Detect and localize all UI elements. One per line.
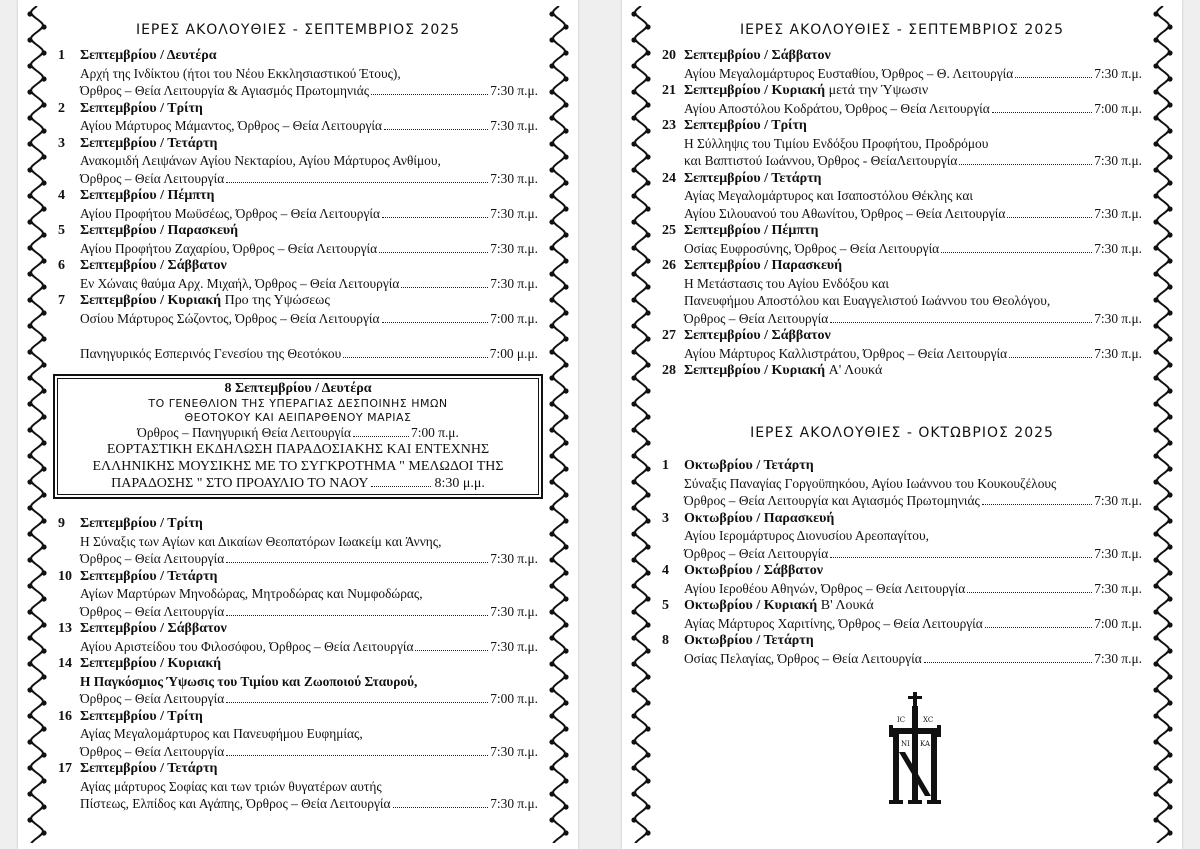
leader-dots bbox=[393, 807, 489, 808]
symbol-ni: NI bbox=[901, 740, 910, 748]
entry-month-weekday: Οκτωβρίου / Παρασκευή bbox=[684, 510, 835, 526]
entry-service-line bbox=[662, 650, 1142, 668]
entry-feast-line: Η Παγκόσμιος Ύψωσις του Τιμίου και Ζωοποιού Σταυρού, bbox=[80, 673, 418, 689]
entry-day-number: 23 bbox=[662, 118, 676, 133]
schedule-entry bbox=[58, 568, 538, 621]
entry-service-time: 7:30 π.μ. bbox=[490, 551, 538, 566]
entry-service-time: 7:30 π.μ. bbox=[490, 275, 538, 291]
entry-day-number: 16 bbox=[58, 708, 72, 724]
entry-month-weekday: Οκτωβρίου / Κυριακή bbox=[684, 598, 818, 613]
leader-dots bbox=[830, 557, 1092, 558]
entry-month-weekday: Σεπτεμβρίου / Τετάρτη bbox=[684, 170, 822, 186]
right-page bbox=[622, 0, 1182, 849]
entry-service-line bbox=[662, 152, 1142, 170]
entry-date-header bbox=[662, 327, 1142, 345]
entries-list-october bbox=[662, 457, 1142, 667]
entry-date-header bbox=[662, 597, 1142, 615]
entry-service-text: Αγίου Αριστείδου του Φιλοσόφου, Όρθρος – Θεία Λειτουργία bbox=[80, 638, 414, 654]
schedule-entry bbox=[662, 457, 1142, 510]
entry-month-weekday: Σεπτεμβρίου / Τρίτη bbox=[684, 118, 807, 133]
entry-header-note: Α' Λουκά bbox=[828, 363, 883, 378]
feast-service-text: Όρθρος – Πανηγυρική Θεία Λειτουργία bbox=[137, 425, 352, 440]
entry-date-header bbox=[58, 515, 538, 533]
leader-dots bbox=[1015, 77, 1092, 78]
schedule-entry bbox=[58, 47, 538, 100]
feast-event-time: 8:30 μ.μ. bbox=[434, 476, 485, 491]
entry-service-line bbox=[58, 310, 538, 328]
entry-day-number: 9 bbox=[58, 516, 65, 531]
entry-service-time: 7:30 π.μ. bbox=[490, 603, 538, 619]
leader-dots bbox=[226, 182, 488, 183]
entry-day-number: 26 bbox=[662, 258, 676, 273]
entry-service-line bbox=[58, 117, 538, 135]
vespers-line bbox=[58, 345, 538, 363]
schedule-entry bbox=[662, 632, 1142, 667]
entry-description-line: Ανακομιδή Λειψάνων Αγίου Νεκταρίου, Αγίου Μάρτυρος Ανθίμου, bbox=[80, 153, 441, 168]
entry-description-line: Η Μετάστασις του Αγίου Ενδόξου και bbox=[684, 275, 889, 291]
schedule-entry bbox=[58, 222, 538, 257]
entry-header-note: μετά την Ύψωσιν bbox=[828, 83, 929, 98]
entry-day-number: 1 bbox=[662, 458, 669, 473]
feast-event-line-1: ΕΟΡΤΑΣΤΙΚΗ ΕΚΔΗΛΩΣΗ ΠΑΡΑΔΟΣΙΑΚΗΣ ΚΑΙ ΕΝΤΕΧΝΗΣ bbox=[106, 442, 490, 457]
entry-service-time: 7:30 π.μ. bbox=[490, 205, 538, 221]
entry-day-number: 6 bbox=[58, 258, 65, 273]
entry-date-header bbox=[58, 187, 538, 205]
left-page bbox=[18, 0, 578, 849]
entry-month-weekday: Σεπτεμβρίου / Τετάρτη bbox=[80, 568, 218, 584]
entry-service-text: Εν Χώναις θαύμα Αρχ. Μιχαήλ, Όρθρος – Θεία Λειτουργία bbox=[80, 275, 400, 291]
leader-dots bbox=[830, 322, 1092, 323]
entry-service-line bbox=[58, 550, 538, 568]
entry-month-weekday: Σεπτεμβρίου / Σάββατον bbox=[684, 48, 831, 63]
leader-dots bbox=[226, 755, 488, 756]
entry-month-weekday: Οκτωβρίου / Τετάρτη bbox=[684, 633, 814, 648]
schedule-entry bbox=[58, 257, 538, 292]
ornamental-border-right bbox=[1152, 6, 1174, 843]
entry-service-time: 7:30 π.μ. bbox=[1094, 240, 1142, 256]
entry-description-line: Πανευφήμου Αποστόλου και Ευαγγελιστού Ιωάννου του Θεολόγου, bbox=[684, 293, 1051, 308]
entry-service-time: 7:30 π.μ. bbox=[490, 83, 538, 98]
entry-date-header bbox=[662, 117, 1142, 135]
entry-service-text: Αγίας Μάρτυρος Χαριτίνης, Όρθρος – Θεία Λειτουργία bbox=[684, 615, 983, 631]
entry-service-line bbox=[662, 240, 1142, 258]
entry-month-weekday: Σεπτεμβρίου / Δευτέρα bbox=[80, 48, 217, 63]
entry-month-weekday: Σεπτεμβρίου / Τρίτη bbox=[80, 516, 203, 531]
feast-event-text: ΠΑΡΑΔΟΣΗΣ " ΣΤΟ ΠΡΟΑΥΛΙΟ ΤΟ ΝΑΟΥ bbox=[111, 476, 369, 491]
entry-description-line: Αγίων Μαρτύρων Μηνοδώρας, Μητροδώρας και Νυμφοδώρας, bbox=[80, 586, 423, 601]
entry-service-line bbox=[662, 310, 1142, 328]
entry-month-weekday: Σεπτεμβρίου / Κυριακή bbox=[80, 656, 222, 671]
entry-month-weekday: Σεπτεμβρίου / Κυριακή bbox=[684, 83, 826, 98]
leader-dots bbox=[379, 252, 488, 253]
entry-description-line: Αγίας μάρτυρος Σοφίας και των τριών θυγατέρων αυτής bbox=[80, 778, 382, 794]
entry-service-text: Όρθρος – Θεία Λειτουργία bbox=[80, 551, 225, 566]
entry-month-weekday: Σεπτεμβρίου / Τετάρτη bbox=[80, 135, 218, 151]
schedule-entry bbox=[662, 82, 1142, 117]
entry-service-time: 7:30 π.μ. bbox=[490, 240, 538, 256]
entry-service-line bbox=[58, 690, 538, 708]
entry-day-number: 13 bbox=[58, 621, 72, 636]
entry-month-weekday: Σεπτεμβρίου / Σάββατον bbox=[80, 621, 227, 636]
entry-month-weekday: Σεπτεμβρίου / Πέμπτη bbox=[684, 223, 819, 238]
schedule-entry bbox=[58, 100, 538, 135]
leader-dots bbox=[382, 217, 488, 218]
entry-service-time: 7:00 π.μ. bbox=[1094, 615, 1142, 631]
entry-service-line bbox=[58, 603, 538, 621]
entry-header-note: Β' Λουκά bbox=[820, 598, 874, 613]
entry-day-number: 14 bbox=[58, 656, 72, 671]
entry-day-number: 3 bbox=[662, 510, 669, 526]
entry-service-line bbox=[58, 743, 538, 761]
entry-service-time: 7:30 π.μ. bbox=[1094, 310, 1142, 326]
leader-dots bbox=[371, 486, 431, 487]
entry-month-weekday: Οκτωβρίου / Σάββατον bbox=[684, 563, 823, 578]
feast-title-line-1: ΤΟ ΓΕΝΕΘΛΙΟΝ ΤΗΣ ΥΠΕΡΑΓΙΑΣ ΔΕΣΠΟΙΝΗΣ ΗΜΩΝ bbox=[148, 397, 448, 410]
entry-service-time: 7:30 π.μ. bbox=[1094, 65, 1142, 81]
entry-service-time: 7:30 π.μ. bbox=[1094, 493, 1142, 508]
leader-dots bbox=[985, 627, 1092, 628]
entry-service-text: Οσίας Πελαγίας, Όρθρος – Θεία Λειτουργία bbox=[684, 650, 922, 666]
leader-dots bbox=[371, 94, 488, 95]
schedule-entry bbox=[662, 222, 1142, 257]
entry-service-line bbox=[58, 240, 538, 258]
schedule-entry bbox=[662, 510, 1142, 563]
feast-event-line-2: ΕΛΛΗΝΙΚΗΣ ΜΟΥΣΙΚΗΣ ΜΕ ΤΟ ΣΥΓΚΡΟΤΗΜΑ " ΜΕΛΩΔΟΙ ΤΗΣ bbox=[92, 459, 504, 474]
entry-date-header bbox=[662, 82, 1142, 100]
entry-month-weekday: Σεπτεμβρίου / Τρίτη bbox=[80, 708, 203, 724]
entry-service-line bbox=[58, 638, 538, 656]
entry-service-line bbox=[662, 65, 1142, 83]
entry-service-line bbox=[58, 205, 538, 223]
entry-service-time: 7:00 π.μ. bbox=[490, 691, 538, 706]
entry-day-number: 4 bbox=[58, 188, 65, 203]
vespers-text: Πανηγυρικός Εσπερινός Γενεσίου της Θεοτόκου bbox=[80, 346, 342, 361]
leader-dots bbox=[382, 322, 489, 323]
entry-day-number: 2 bbox=[58, 100, 65, 116]
entry-day-number: 7 bbox=[58, 293, 65, 308]
entry-day-number: 25 bbox=[662, 223, 676, 238]
leader-dots bbox=[226, 702, 488, 703]
symbol-xc: XC bbox=[923, 716, 934, 724]
entry-description-line: Αγίας Μεγαλομάρτυρος και Ισαποστόλου Θέκλης και bbox=[684, 188, 974, 203]
entry-description-line: Σύναξις Παναγίας Γοργοϋπηκόου, Αγίου Ιωάννου του Κουκουζέλους bbox=[684, 475, 1057, 491]
entry-service-time: 7:30 π.μ. bbox=[1094, 650, 1142, 666]
entry-date-header bbox=[662, 170, 1142, 188]
leader-dots bbox=[982, 504, 1092, 505]
entry-month-weekday: Σεπτεμβρίου / Πέμπτη bbox=[80, 188, 215, 203]
entry-service-line bbox=[662, 580, 1142, 598]
entry-service-line bbox=[662, 205, 1142, 223]
page-title-september: ΙΕΡΕΣ ΑΚΟΛΟΥΘΙΕΣ - ΣΕΠΤΕΜΒΡΙΟΣ 2025 bbox=[135, 22, 461, 38]
entry-service-text: Όρθρος – Θεία Λειτουργία bbox=[80, 691, 225, 706]
entry-day-number: 27 bbox=[662, 328, 676, 343]
entry-service-text: Οσίου Μάρτυρος Σώζοντος, Όρθρος – Θεία Λειτουργία bbox=[80, 310, 380, 326]
entry-day-number: 17 bbox=[58, 761, 72, 776]
entry-service-time: 7:30 π.μ. bbox=[1094, 580, 1142, 596]
schedule-entry bbox=[662, 362, 1142, 380]
leader-dots bbox=[992, 112, 1092, 113]
entry-description-line: Αγίου Ιερομάρτυρος Διονυσίου Αρεοπαγίτου, bbox=[684, 528, 929, 543]
entries-list-september bbox=[662, 47, 1142, 380]
entry-service-time: 7:30 π.μ. bbox=[490, 743, 538, 759]
leader-dots bbox=[343, 357, 488, 358]
entry-date-header bbox=[58, 100, 538, 118]
entry-day-number: 8 bbox=[662, 633, 669, 648]
ornamental-border-right bbox=[548, 6, 570, 843]
leader-dots bbox=[924, 662, 1092, 663]
schedule-entry bbox=[58, 135, 538, 188]
entry-date-header bbox=[58, 760, 538, 778]
entry-date-header bbox=[662, 632, 1142, 650]
entry-service-text: Όρθρος – Θεία Λειτουργία & Αγιασμός Πρωτομηνιάς bbox=[80, 83, 370, 98]
leader-dots bbox=[226, 615, 488, 616]
ornamental-border-left bbox=[26, 6, 48, 843]
ornamental-border-left bbox=[630, 6, 652, 843]
entry-day-number: 4 bbox=[662, 563, 669, 578]
entries-list-top bbox=[58, 47, 538, 327]
entry-day-number: 5 bbox=[662, 598, 669, 613]
entry-service-text: Αγίου Μεγαλομάρτυρος Ευσταθίου, Όρθρος – Θ. Λειτουργία bbox=[684, 65, 1014, 81]
feast-service-line bbox=[62, 425, 534, 441]
schedule-entry bbox=[58, 708, 538, 761]
entry-day-number: 21 bbox=[662, 83, 676, 98]
entry-month-weekday: Σεπτεμβρίου / Τρίτη bbox=[80, 100, 203, 116]
entry-date-header bbox=[58, 222, 538, 240]
entry-service-time: 7:30 π.μ. bbox=[490, 170, 538, 186]
entry-day-number: 3 bbox=[58, 135, 65, 151]
schedule-entry bbox=[662, 597, 1142, 632]
entry-date-header bbox=[662, 257, 1142, 275]
entry-service-text: Αγίου Μάρτυρος Καλλιστράτου, Όρθρος – Θεία Λειτουργία bbox=[684, 345, 1008, 361]
schedule-entry bbox=[58, 760, 538, 813]
page-title-september-cont: ΙΕΡΕΣ ΑΚΟΛΟΥΘΙΕΣ - ΣΕΠΤΕΜΒΡΙΟΣ 2025 bbox=[739, 22, 1065, 38]
schedule-entry bbox=[662, 170, 1142, 223]
schedule-entry bbox=[662, 257, 1142, 327]
entry-date-header bbox=[58, 257, 538, 275]
schedule-entry bbox=[662, 117, 1142, 170]
entry-service-line bbox=[662, 492, 1142, 510]
entry-day-number: 1 bbox=[58, 48, 65, 63]
entry-service-text: Όρθρος – Θεία Λειτουργία bbox=[80, 743, 225, 759]
entry-date-header bbox=[58, 568, 538, 586]
entry-service-time: 7:00 π.μ. bbox=[1094, 100, 1142, 116]
schedule-entry bbox=[58, 292, 538, 327]
entry-service-text: Αγίου Ιεροθέου Αθηνών, Όρθρος – Θεία Λειτουργία bbox=[684, 580, 966, 596]
entry-date-header bbox=[58, 655, 538, 673]
entry-service-line bbox=[58, 275, 538, 293]
entry-description-line: Η Σύλληψις του Τιμίου Ενδόξου Προφήτου, Προδρόμου bbox=[684, 135, 989, 151]
entry-service-time: 7:30 π.μ. bbox=[1094, 545, 1142, 561]
entry-month-weekday: Σεπτεμβρίου / Σάββατον bbox=[80, 258, 227, 273]
symbol-ic: IC bbox=[897, 716, 906, 724]
schedule-entry bbox=[662, 562, 1142, 597]
entry-day-number: 20 bbox=[662, 48, 676, 63]
entry-date-header bbox=[662, 457, 1142, 475]
entry-service-line bbox=[662, 545, 1142, 563]
leader-dots bbox=[959, 164, 1092, 165]
feast-box-inner bbox=[57, 378, 539, 495]
entry-month-weekday: Οκτωβρίου / Τετάρτη bbox=[684, 458, 814, 473]
entry-description-line: Αρχή της Ινδίκτου (ήτοι του Νέου Εκκλησιαστικού Έτους), bbox=[80, 65, 401, 81]
feast-date: 8 Σεπτεμβρίου / Δευτέρα bbox=[224, 381, 372, 396]
entry-month-weekday: Σεπτεμβρίου / Παρασκευή bbox=[80, 223, 239, 238]
entry-service-time: 7:00 π.μ. bbox=[490, 310, 538, 326]
entry-service-text: Όρθρος – Θεία Λειτουργία bbox=[684, 310, 829, 326]
schedule-entry bbox=[58, 187, 538, 222]
entry-service-time: 7:30 π.μ. bbox=[490, 638, 538, 654]
entry-service-text: Όρθρος – Θεία Λειτουργία και Αγιασμός Πρωτομηνιάς bbox=[684, 493, 980, 508]
entry-service-text: Όρθρος – Θεία Λειτουργία bbox=[80, 170, 225, 186]
leader-dots bbox=[415, 650, 488, 651]
entry-service-text: Αγίου Αποστόλου Κοδράτου, Όρθρος – Θεία Λειτουργία bbox=[684, 100, 990, 116]
symbol-ka: KA bbox=[920, 740, 931, 748]
entry-service-line bbox=[58, 795, 538, 813]
ic-xc-nika-cross-icon bbox=[887, 692, 943, 816]
entry-day-number: 10 bbox=[58, 568, 72, 584]
entry-service-text: και Βαπτιστού Ιωάννου, Όρθρος - ΘείαΛειτουργία bbox=[684, 153, 958, 168]
entry-service-text: Όρθρος – Θεία Λειτουργία bbox=[684, 545, 829, 561]
entry-date-header bbox=[58, 620, 538, 638]
feast-title-line-2: ΘΕΟΤΟΚΟΥ ΚΑΙ ΑΕΙΠΑΡΘΕΝΟΥ ΜΑΡΙΑΣ bbox=[184, 411, 412, 424]
entries-list-bottom bbox=[58, 515, 538, 813]
schedule-entry bbox=[662, 327, 1142, 362]
entry-month-weekday: Σεπτεμβρίου / Σάββατον bbox=[684, 328, 831, 343]
entry-service-text: Αγίου Προφήτου Μωϋσέως, Όρθρος – Θεία Λειτουργία bbox=[80, 205, 380, 221]
entry-service-time: 7:30 π.μ. bbox=[490, 118, 538, 133]
entry-service-line bbox=[58, 170, 538, 188]
entry-service-text: Όρθρος – Θεία Λειτουργία bbox=[80, 603, 225, 619]
entry-date-header bbox=[662, 510, 1142, 528]
entry-day-number: 28 bbox=[662, 363, 676, 378]
entry-date-header bbox=[58, 47, 538, 65]
entry-service-line bbox=[662, 100, 1142, 118]
entry-service-text: Πίστεως, Ελπίδος και Αγάπης, Όρθρος – Θεία Λειτουργία bbox=[80, 796, 391, 811]
leader-dots bbox=[384, 129, 488, 130]
entry-header-note: Προ της Υψώσεως bbox=[224, 293, 330, 308]
leader-dots bbox=[941, 252, 1092, 253]
entry-month-weekday: Σεπτεμβρίου / Τετάρτη bbox=[80, 761, 218, 776]
schedule-entry bbox=[662, 47, 1142, 82]
feast-service-time: 7:00 π.μ. bbox=[411, 425, 459, 440]
entry-month-weekday: Σεπτεμβρίου / Κυριακή bbox=[684, 363, 826, 378]
entry-day-number: 5 bbox=[58, 223, 65, 238]
entry-date-header bbox=[662, 47, 1142, 65]
entry-service-text: Αγίου Μάρτυρος Μάμαντος, Όρθρος – Θεία Λειτουργία bbox=[80, 118, 383, 133]
entry-service-text: Αγίου Σιλουανού του Αθωνίτου, Όρθρος – Θεία Λειτουργία bbox=[684, 205, 1006, 221]
feast-box bbox=[53, 374, 543, 499]
feast-event-line-3 bbox=[62, 475, 534, 492]
leader-dots bbox=[1009, 357, 1092, 358]
entry-date-header bbox=[58, 292, 538, 310]
entry-date-header bbox=[58, 708, 538, 726]
leader-dots bbox=[967, 592, 1092, 593]
schedule-entry bbox=[58, 655, 538, 708]
entry-month-weekday: Σεπτεμβρίου / Παρασκευή bbox=[684, 258, 843, 273]
entry-service-text: Αγίου Προφήτου Ζαχαρίου, Όρθρος – Θεία Λειτουργία bbox=[80, 240, 378, 256]
entry-description-line: Αγίας Μεγαλομάρτυρος και Πανευφήμου Ευφημίας, bbox=[80, 726, 363, 741]
entry-date-header bbox=[662, 362, 1142, 380]
entry-service-time: 7:30 π.μ. bbox=[1094, 205, 1142, 221]
entry-day-number: 24 bbox=[662, 170, 676, 186]
leader-dots bbox=[353, 425, 409, 437]
schedule-entry bbox=[58, 620, 538, 655]
entry-service-text: Οσίας Ευφροσύνης, Όρθρος – Θεία Λειτουργία bbox=[684, 240, 940, 256]
leader-dots bbox=[226, 562, 488, 563]
entry-month-weekday: Σεπτεμβρίου / Κυριακή bbox=[80, 293, 222, 308]
entry-service-time: 7:30 π.μ. bbox=[490, 796, 538, 811]
entry-date-header bbox=[662, 562, 1142, 580]
entry-service-time: 7:30 π.μ. bbox=[1094, 153, 1142, 168]
schedule-entry bbox=[58, 515, 538, 568]
entry-service-time: 7:30 π.μ. bbox=[1094, 345, 1142, 361]
entry-service-line bbox=[662, 345, 1142, 363]
vespers-time: 7:00 μ.μ. bbox=[489, 346, 538, 361]
entry-service-line bbox=[58, 82, 538, 100]
entry-date-header bbox=[58, 135, 538, 153]
leader-dots bbox=[401, 287, 488, 288]
entry-description-line: Η Σύναξις των Αγίων και Δικαίων Θεοπατόρων Ιωακείμ και Άννης, bbox=[80, 533, 442, 549]
entry-service-line bbox=[662, 615, 1142, 633]
entry-date-header bbox=[662, 222, 1142, 240]
leader-dots bbox=[1007, 217, 1092, 218]
page-title-october: ΙΕΡΕΣ ΑΚΟΛΟΥΘΙΕΣ - ΟΚΤΩΒΡΙΟΣ 2025 bbox=[750, 425, 1054, 441]
